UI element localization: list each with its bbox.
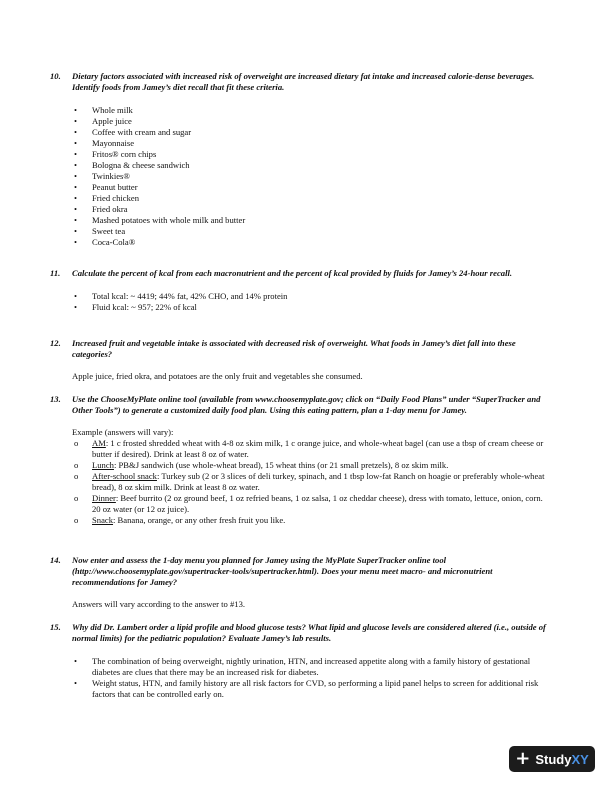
question-13: [50, 394, 552, 526]
list-item-text: Total kcal: ~ 4419; 44% fat, 42% CHO, and 14% protein: [92, 291, 288, 301]
meal-label: Dinner: [92, 493, 116, 503]
bullet-icon: •: [74, 160, 78, 170]
list-item: [72, 656, 552, 678]
studyxy-logo: [509, 746, 595, 772]
bullet-icon: •: [74, 226, 78, 236]
question-12: [50, 338, 552, 382]
meal-text: : Beef burrito (2 oz ground beef, 1 oz refried beans, 1 oz salsa, 1 oz cheddar cheese), dress with tomato, lettuce, onion, corn. 20 oz water (or 12 oz juice).: [92, 493, 543, 514]
meal-label: AM: [92, 438, 106, 448]
bullet-icon: •: [74, 116, 78, 126]
meal-item: [72, 438, 552, 460]
menu-list: [72, 438, 552, 526]
kcal-list: [72, 291, 552, 313]
bullet-icon: •: [74, 182, 78, 192]
meal-text: : Turkey sub (2 or 3 slices of deli turkey, spinach, and 1 tbsp low-fat Ranch on hoagie or preferably whole-wheat bread), 8 oz skim milk. Drink at least 8 oz water.: [92, 471, 545, 492]
list-item-text: Fried chicken: [92, 193, 140, 203]
list-item: [72, 678, 552, 700]
list-item-text: Mayonnaise: [92, 138, 135, 148]
meal-label: After-school snack: [92, 471, 157, 481]
list-item: [72, 116, 552, 127]
bullet-icon: •: [74, 193, 78, 203]
bullet-icon: •: [74, 656, 78, 666]
list-item-text: Fried okra: [92, 204, 128, 214]
question-15: [50, 622, 552, 700]
question-number: 15.: [50, 622, 61, 632]
answer-text: Answers will vary according to the answer to #13.: [72, 599, 246, 609]
reason-list: [72, 656, 552, 700]
list-item: [72, 105, 552, 116]
meal-item: [72, 515, 552, 526]
list-item-text: Bologna & cheese sandwich: [92, 160, 190, 170]
option-bullet-icon: o: [74, 493, 79, 503]
list-item: [72, 138, 552, 149]
list-item-text: Peanut butter: [92, 182, 138, 192]
bullet-icon: •: [74, 105, 78, 115]
question-text: Dietary factors associated with increased risk of overweight are increased dietary fat intake and increased calorie-dense beverages. Identify foods from Jamey’s diet recall that fit these criteria.: [72, 71, 535, 92]
bullet-icon: •: [74, 127, 78, 137]
example-intro: Example (answers will vary):: [72, 427, 174, 437]
option-bullet-icon: o: [74, 460, 79, 470]
question-10: [50, 71, 552, 248]
question-number: 12.: [50, 338, 61, 348]
answer-text: Apple juice, fried okra, and potatoes are the only fruit and vegetables she consumed.: [72, 371, 363, 381]
list-item-text: The combination of being overweight, nightly urination, HTN, and increased appetite along with a family history of gestational diabetes are clues that there may be an increased risk for diabetes.: [92, 656, 531, 677]
bullet-icon: •: [74, 302, 78, 312]
question-number: 14.: [50, 555, 61, 565]
list-item-text: Whole milk: [92, 105, 133, 115]
meal-item: [72, 471, 552, 493]
question-number: 10.: [50, 71, 61, 81]
list-item-text: Mashed potatoes with whole milk and butter: [92, 215, 246, 225]
list-item: [72, 302, 552, 313]
option-bullet-icon: o: [74, 471, 79, 481]
list-item-text: Apple juice: [92, 116, 132, 126]
list-item: [72, 127, 552, 138]
bullet-icon: •: [74, 171, 78, 181]
question-14: [50, 555, 552, 610]
bullet-icon: •: [74, 149, 78, 159]
list-item-text: Fluid kcal: ~ 957; 22% of kcal: [92, 302, 197, 312]
question-number: 13.: [50, 394, 61, 404]
list-item-text: Coca-Cola®: [92, 237, 136, 247]
list-item-text: Fritos® corn chips: [92, 149, 157, 159]
question-text: Now enter and assess the 1-day menu you planned for Jamey using the MyPlate SuperTracker online tool (http://www.choosemyplate.gov/supertracker-tools/supertracker.html). Does your menu meet macro- and micronutrient recommendations for Jamey?: [72, 555, 493, 587]
option-bullet-icon: o: [74, 515, 79, 525]
food-list: [72, 105, 552, 248]
bullet-icon: •: [74, 237, 78, 247]
meal-item: [72, 493, 552, 515]
option-bullet-icon: o: [74, 438, 79, 448]
list-item: [72, 171, 552, 182]
list-item: [72, 193, 552, 204]
bullet-icon: •: [74, 678, 78, 688]
list-item-text: Weight status, HTN, and family history are all risk factors for CVD, so performing a lipid panel helps to screen for additional risk factors that can be controlled early on.: [92, 678, 539, 699]
list-item: [72, 215, 552, 226]
meal-text: : Banana, orange, or any other fresh fruit you like.: [113, 515, 286, 525]
list-item: [72, 149, 552, 160]
meal-label: Snack: [92, 515, 114, 525]
bullet-icon: •: [74, 204, 78, 214]
question-text: Calculate the percent of kcal from each macronutrient and the percent of kcal provided by fluids for Jamey’s 24-hour recall.: [72, 268, 512, 278]
list-item-text: Twinkies®: [92, 171, 130, 181]
question-11: [50, 268, 552, 313]
plus-icon: +: [515, 748, 531, 769]
list-item: [72, 160, 552, 171]
question-text: Use the ChooseMyPlate online tool (available from www.choosemyplate.gov; click on “Daily Food Plans” under “SuperTracker and Other Tools”) to generate a customized daily food plan. Using this eating pattern, plan a 1-day menu for Jamey.: [72, 394, 541, 415]
list-item-text: Coffee with cream and sugar: [92, 127, 192, 137]
list-item-text: Sweet tea: [92, 226, 126, 236]
question-text: Why did Dr. Lambert order a lipid profile and blood glucose tests? What lipid and glucose levels are considered altered (i.e., outside of normal limits) for the pediatric population? Evaluate Jamey’s lab results.: [72, 622, 546, 643]
question-text: Increased fruit and vegetable intake is associated with decreased risk of overweight. What foods in Jamey’s diet fall into these categories?: [72, 338, 516, 359]
list-item: [72, 182, 552, 193]
bullet-icon: •: [74, 291, 78, 301]
list-item: [72, 204, 552, 215]
meal-label: Lunch: [92, 460, 114, 470]
logo-text: StudyXY: [535, 751, 589, 767]
bullet-icon: •: [74, 215, 78, 225]
question-number: 11.: [50, 268, 61, 278]
meal-text: : 1 c frosted shredded wheat with 4-8 oz skim milk, 1 c orange juice, and whole-wheat bagel (can use a tbsp of cream cheese or butter if desired). Drink at least 8 oz of water.: [92, 438, 544, 459]
list-item: [72, 226, 552, 237]
bullet-icon: •: [74, 138, 78, 148]
list-item: [72, 237, 552, 248]
meal-text: : PB&J sandwich (use whole-wheat bread), 15 wheat thins (or 21 small pretzels), 8 oz skim milk.: [113, 460, 449, 470]
meal-item: [72, 460, 552, 471]
list-item: [72, 291, 552, 302]
